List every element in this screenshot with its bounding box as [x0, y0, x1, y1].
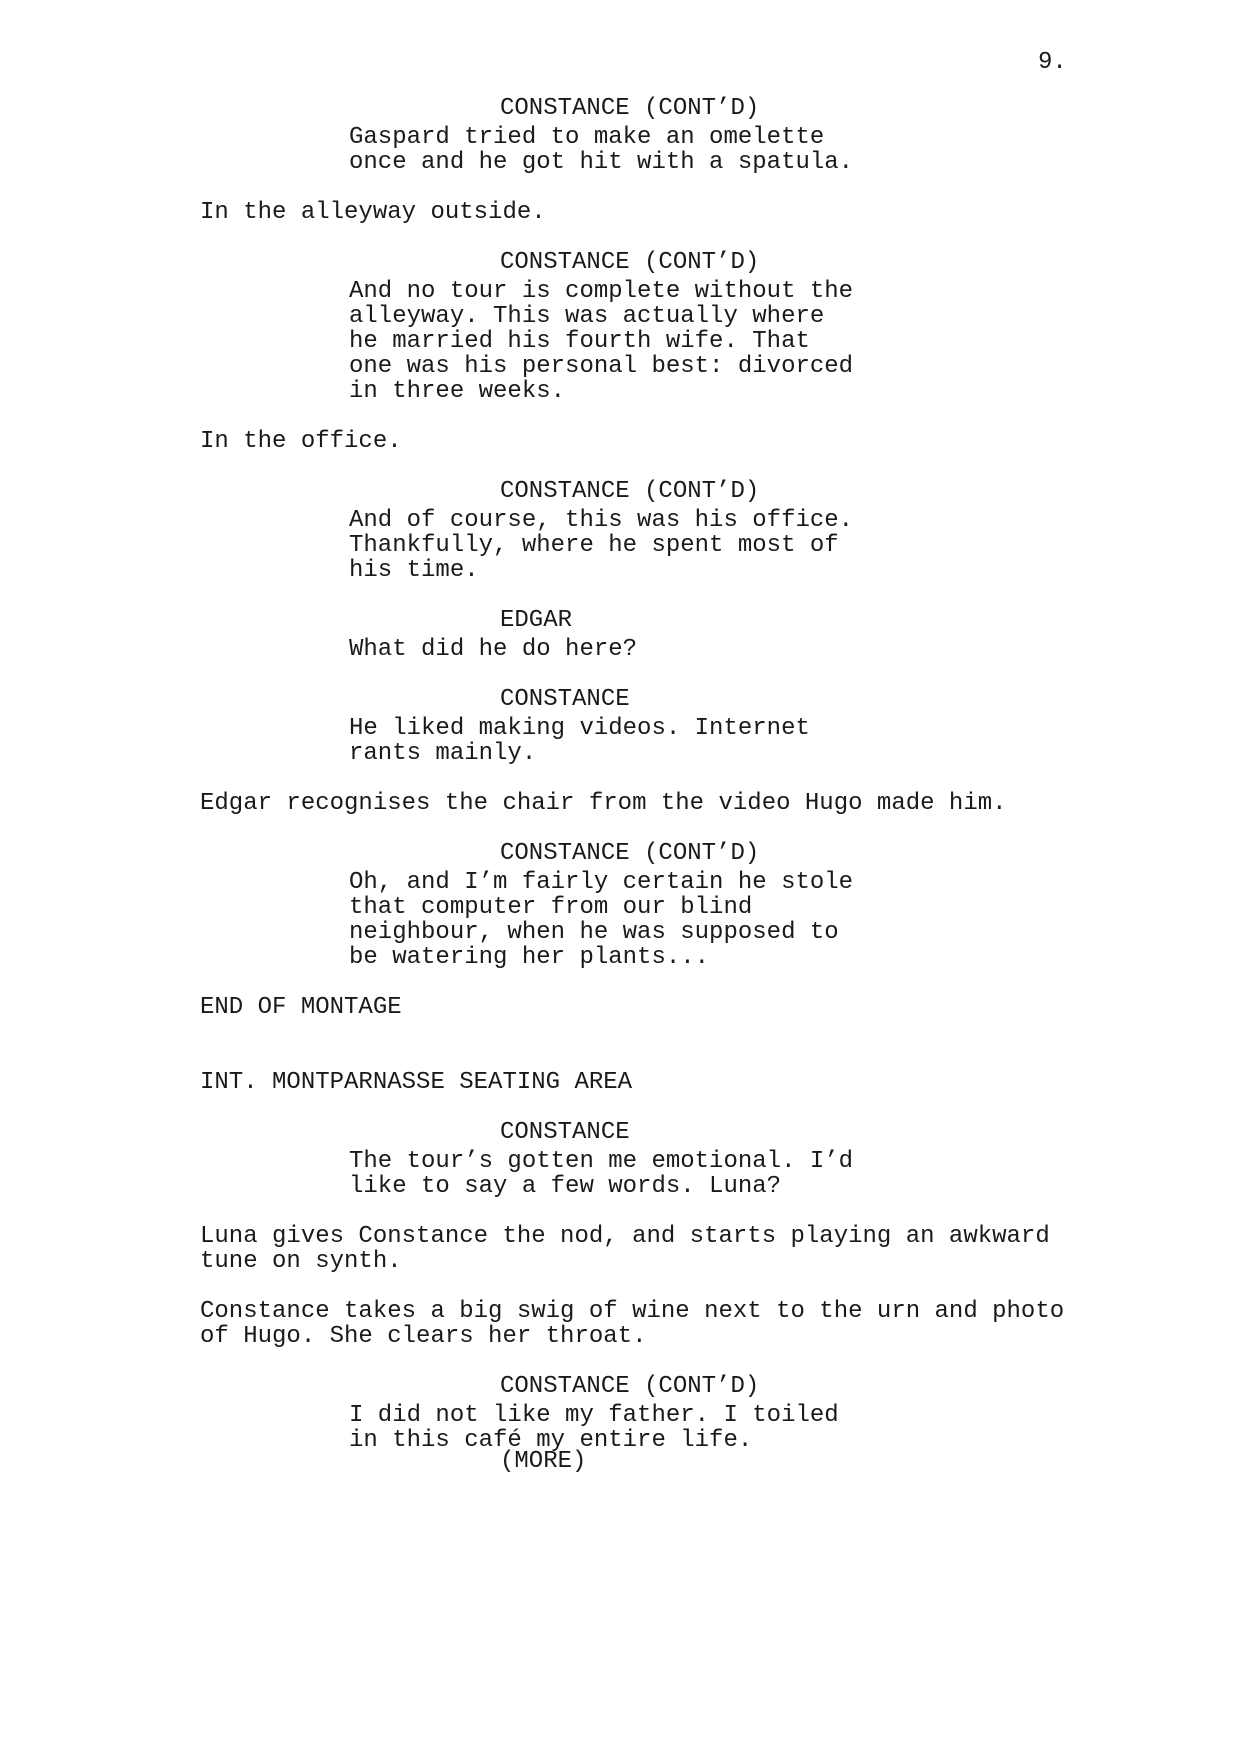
action-line: Luna gives Constance the nod, and starts playing an awkward [200, 1223, 1050, 1250]
dialogue-line: neighbour, when he was supposed to [349, 919, 839, 946]
dialogue-line: like to say a few words. Luna? [349, 1173, 782, 1200]
dialogue-line: that computer from our blind [349, 894, 753, 921]
dialogue-line: in this café my entire life. [349, 1427, 753, 1454]
dialogue-line: in three weeks. [349, 378, 566, 405]
action-line: tune on synth. [200, 1248, 402, 1275]
character-cue: CONSTANCE (CONT’D) [500, 1373, 760, 1400]
character-cue: CONSTANCE (CONT’D) [500, 840, 760, 867]
dialogue-line: once and he got hit with a spatula. [349, 149, 854, 176]
dialogue-line: And no tour is complete without the [349, 278, 854, 305]
dialogue-line: Thankfully, where he spent most of [349, 532, 839, 559]
character-cue: CONSTANCE [500, 1119, 630, 1146]
action-line: Edgar recognises the chair from the video Hugo made him. [200, 790, 1007, 817]
action-line: In the office. [200, 428, 402, 455]
dialogue-line: his time. [349, 557, 479, 584]
dialogue-line: Gaspard tried to make an omelette [349, 124, 825, 151]
dialogue-line: Oh, and I’m fairly certain he stole [349, 869, 854, 896]
action-line: Constance takes a big swig of wine next to the urn and photo [200, 1298, 1065, 1325]
character-cue: CONSTANCE (CONT’D) [500, 478, 760, 505]
more-marker: (MORE) [500, 1448, 587, 1475]
action-line: In the alleyway outside. [200, 199, 546, 226]
dialogue-line: one was his personal best: divorced [349, 353, 854, 380]
dialogue-line: be watering her plants... [349, 944, 710, 971]
dialogue-line: And of course, this was his office. [349, 507, 854, 534]
dialogue-line: I did not like my father. I toiled [349, 1402, 839, 1429]
dialogue-line: The tour’s gotten me emotional. I’d [349, 1148, 854, 1175]
action-line: INT. MONTPARNASSE SEATING AREA [200, 1069, 633, 1096]
dialogue-line: he married his fourth wife. That [349, 328, 810, 355]
action-line: END OF MONTAGE [200, 994, 402, 1021]
dialogue-line: alleyway. This was actually where [349, 303, 825, 330]
character-cue: CONSTANCE (CONT’D) [500, 95, 760, 122]
dialogue-line: rants mainly. [349, 740, 537, 767]
character-cue: CONSTANCE [500, 686, 630, 713]
action-line: of Hugo. She clears her throat. [200, 1323, 647, 1350]
dialogue-line: He liked making videos. Internet [349, 715, 810, 742]
dialogue-line: What did he do here? [349, 636, 638, 663]
page-number: 9. [1038, 49, 1067, 76]
character-cue: EDGAR [500, 607, 573, 634]
character-cue: CONSTANCE (CONT’D) [500, 249, 760, 276]
